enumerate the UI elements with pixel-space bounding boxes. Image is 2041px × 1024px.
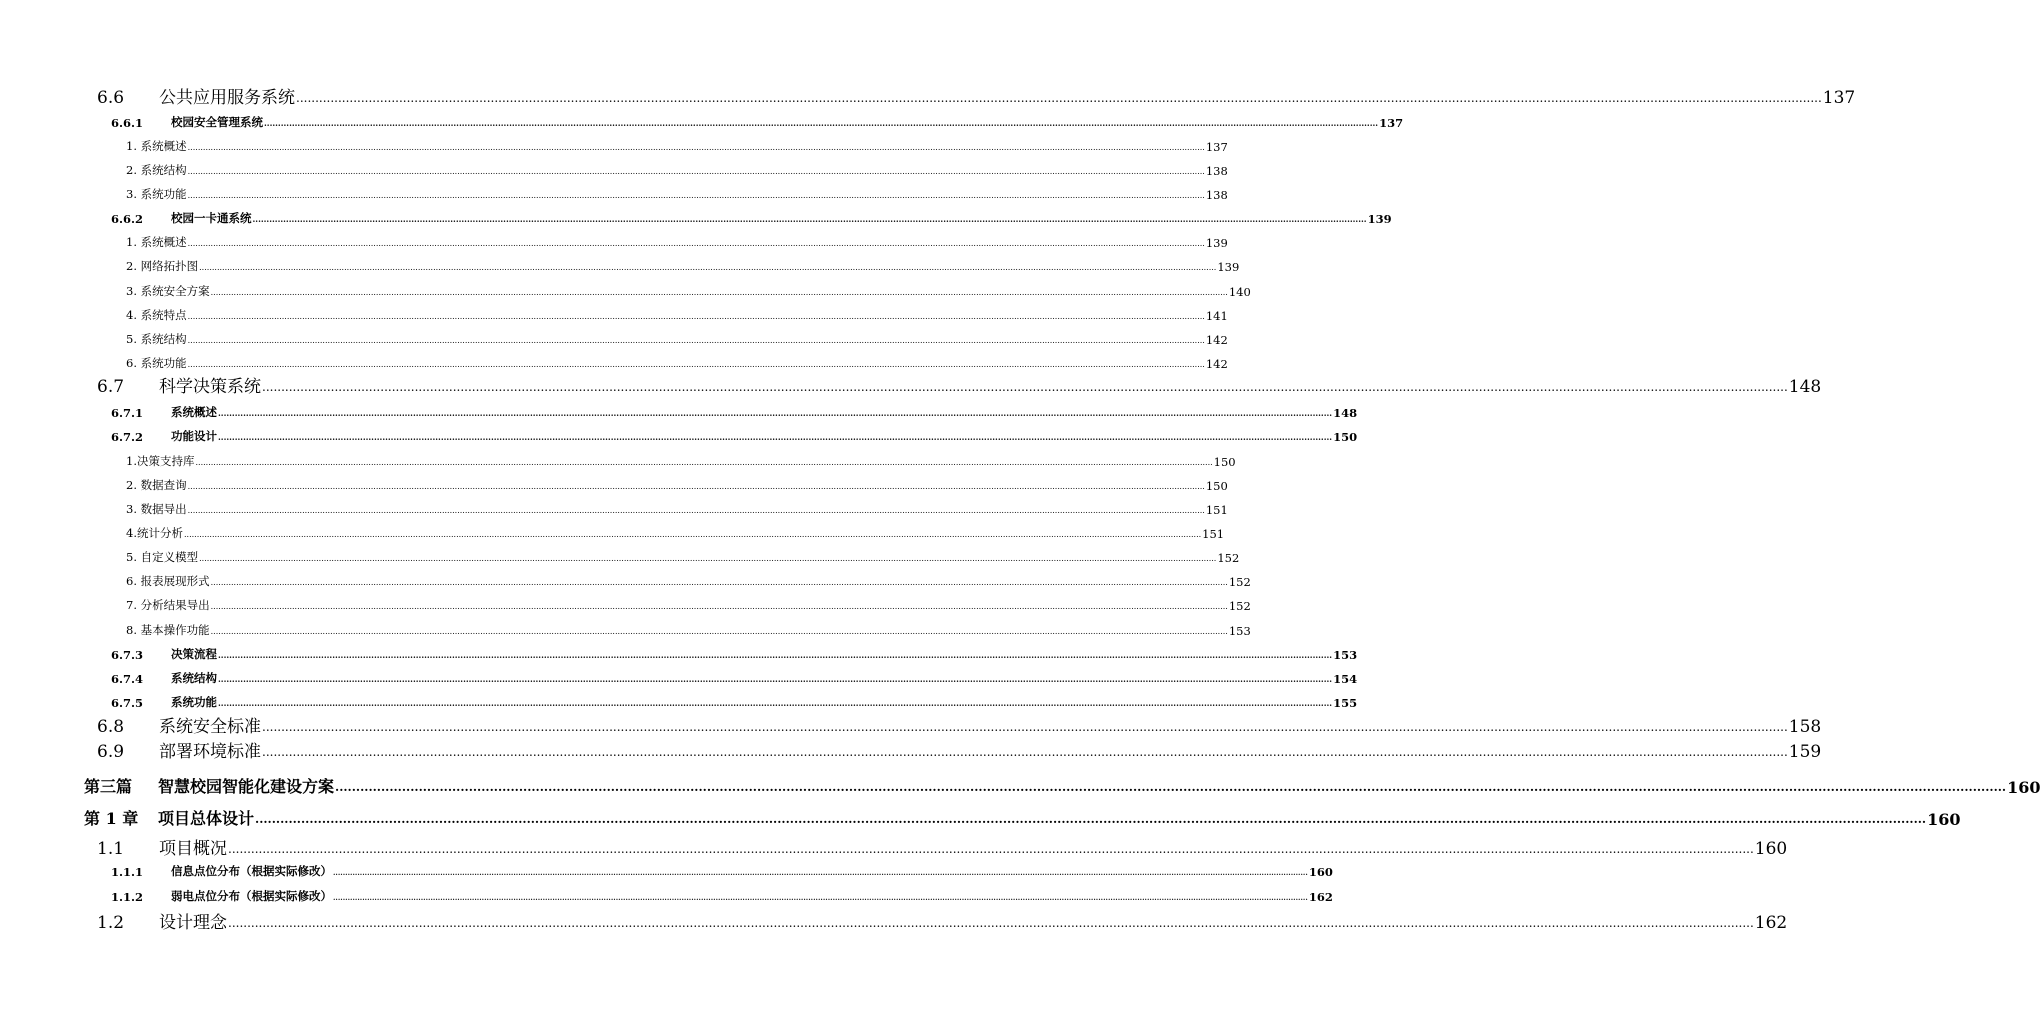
toc-entry-page: 162 [1308,890,1333,904]
dot-leader: ................................................................................................................................................................................................................................................................................................................................................................................................................ [228,842,1754,856]
dot-leader: ................................................................................................................................................................................................................................................................................................................................................................................................................ [183,530,1202,539]
dot-leader: ................................................................................................................................................................................................................................................................................................................................................................................................................ [262,720,1788,734]
dot-leader: ................................................................................................................................................................................................................................................................................................................................................................................................................ [218,408,1333,418]
toc-entry-page: 158 [1788,717,1822,737]
dot-leader: ................................................................................................................................................................................................................................................................................................................................................................................................................ [195,458,1213,467]
toc-entry-title: 3. 数据导出 [126,502,187,516]
dot-leader: ................................................................................................................................................................................................................................................................................................................................................................................................................ [218,674,1333,684]
toc-entry-page: 152 [1217,551,1240,565]
toc-entry-page: 139 [1367,212,1392,226]
toc-entry-number: 6.9 [97,742,125,762]
toc-entry-title: 6. 报表展现形式 [126,574,210,588]
toc-entry-page: 137 [1379,116,1404,130]
toc-entry[interactable] [126,307,1228,323]
toc-entry[interactable] [97,911,1788,933]
toc-entry-number: 6.6.1 [111,116,144,130]
toc-entry-title: 2. 网络拓扑图 [126,259,199,273]
dot-leader: ................................................................................................................................................................................................................................................................................................................................................................................................................ [199,554,1217,563]
dot-leader: ................................................................................................................................................................................................................................................................................................................................................................................................................ [262,380,1788,394]
toc-entry-title: 公共应用服务系统 [159,88,295,108]
toc-entry-page: 138 [1205,164,1228,178]
toc-entry[interactable] [111,428,1358,444]
toc-entry[interactable] [111,404,1358,420]
dot-leader: ................................................................................................................................................................................................................................................................................................................................................................................................................ [187,506,1205,515]
toc-entry-page: 139 [1205,236,1228,250]
dot-leader: ................................................................................................................................................................................................................................................................................................................................................................................................................ [210,627,1228,636]
toc-entry-title: 1.决策支持库 [126,454,195,468]
toc-entry-title: 项目概况 [159,839,227,859]
toc-entry-page: 155 [1333,696,1358,710]
toc-entry-title: 设计理念 [159,913,227,933]
toc-entry[interactable] [97,740,1822,762]
toc-entry-page: 153 [1333,648,1358,662]
toc-entry-page: 162 [1754,913,1788,933]
toc-entry-page: 150 [1213,455,1236,469]
dot-leader: ................................................................................................................................................................................................................................................................................................................................................................................................................ [333,868,1308,877]
toc-entry[interactable] [126,258,1240,274]
toc-entry[interactable] [126,597,1251,613]
toc-entry-page: 160 [1754,839,1788,859]
dot-leader: ................................................................................................................................................................................................................................................................................................................................................................................................................ [187,482,1205,491]
toc-entry-number: 6.7.1 [111,406,144,420]
toc-entry-title: 智慧校园智能化建设方案 [158,777,335,796]
toc-entry-title: 8. 基本操作功能 [126,623,210,637]
toc-entry-title: 3. 系统安全方案 [126,284,210,298]
toc-entry-title: 6. 系统功能 [126,356,187,370]
dot-leader: ................................................................................................................................................................................................................................................................................................................................................................................................................ [264,118,1379,128]
dot-leader: ................................................................................................................................................................................................................................................................................................................................................................................................................ [335,780,2007,794]
dot-leader: ................................................................................................................................................................................................................................................................................................................................................................................................................ [187,312,1205,321]
toc-entry-number: 1.1 [97,839,125,859]
toc-entry[interactable] [126,549,1240,565]
toc-entry[interactable] [111,863,1333,879]
toc-entry-number: 6.7.4 [111,672,144,686]
dot-leader: ................................................................................................................................................................................................................................................................................................................................................................................................................ [210,578,1228,587]
toc-entry[interactable] [111,210,1392,226]
toc-entry[interactable] [126,573,1251,589]
dot-leader: ................................................................................................................................................................................................................................................................................................................................................................................................................ [187,360,1205,369]
toc-entry[interactable] [97,837,1788,859]
toc-entry-title: 决策流程 [171,647,217,661]
dot-leader: ................................................................................................................................................................................................................................................................................................................................................................................................................ [252,214,1367,224]
toc-entry-title: 校园安全管理系统 [171,115,263,129]
toc-entry[interactable] [84,805,1961,829]
toc-entry-page: 137 [1205,140,1228,154]
toc-entry[interactable] [126,622,1251,638]
toc-entry-title: 功能设计 [171,429,217,443]
toc-entry[interactable] [84,773,2041,797]
toc-entry-title: 部署环境标准 [159,742,261,762]
toc-entry-page: 140 [1228,285,1251,299]
toc-entry[interactable] [126,453,1236,469]
dot-leader: ................................................................................................................................................................................................................................................................................................................................................................................................................ [187,191,1205,200]
toc-entry-page: 142 [1205,333,1228,347]
toc-entry-title: 科学决策系统 [159,377,261,397]
toc-entry-title: 5. 自定义模型 [126,550,199,564]
toc-entry-number: 6.7.2 [111,430,144,444]
toc-entry-page: 139 [1217,260,1240,274]
dot-leader: ................................................................................................................................................................................................................................................................................................................................................................................................................ [210,602,1228,611]
toc-entry-title: 4.统计分析 [126,526,183,540]
toc-entry[interactable] [111,888,1333,904]
toc-entry[interactable] [111,670,1358,686]
toc-entry[interactable] [126,186,1228,202]
toc-entry-title: 系统功能 [171,695,217,709]
dot-leader: ................................................................................................................................................................................................................................................................................................................................................................................................................ [218,650,1333,660]
toc-entry-page: 152 [1228,575,1251,589]
dot-leader: ................................................................................................................................................................................................................................................................................................................................................................................................................ [262,745,1788,759]
toc-entry-title: 系统安全标准 [159,717,261,737]
toc-entry-page: 141 [1205,309,1228,323]
toc-entry-page: 152 [1228,599,1251,613]
dot-leader: ................................................................................................................................................................................................................................................................................................................................................................................................................ [333,893,1308,902]
toc-entry[interactable] [126,162,1228,178]
toc-entry-title: 1. 系统概述 [126,235,187,249]
dot-leader: ................................................................................................................................................................................................................................................................................................................................................................................................................ [187,239,1205,248]
toc-entry-number: 6.6.2 [111,212,144,226]
dot-leader: ................................................................................................................................................................................................................................................................................................................................................................................................................ [255,812,1927,826]
toc-entry[interactable] [97,86,1856,108]
toc-entry-title: 弱电点位分布（根据实际修改） [171,889,332,903]
toc-entry-title: 1. 系统概述 [126,139,187,153]
toc-entry[interactable] [126,501,1228,517]
toc-entry[interactable] [126,477,1228,493]
toc-entry[interactable] [111,114,1404,130]
toc-entry-number: 6.8 [97,717,125,737]
toc-entry-title: 校园一卡通系统 [171,211,252,225]
toc-entry-title: 3. 系统功能 [126,187,187,201]
toc-entry[interactable] [126,234,1228,250]
toc-entry-page: 142 [1205,357,1228,371]
toc-entry-page: 138 [1205,188,1228,202]
toc-entry[interactable] [111,646,1358,662]
toc-entry-page: 150 [1205,479,1228,493]
toc-entry-title: 5. 系统结构 [126,332,187,346]
toc-entry-page: 148 [1788,377,1822,397]
toc-entry-title: 项目总体设计 [158,809,255,828]
toc-entry[interactable] [126,331,1228,347]
toc-entry-number: 第 1 章 [84,809,139,828]
toc-entry-title: 4. 系统特点 [126,308,187,322]
toc-entry-number: 6.6 [97,88,125,108]
toc-entry-page: 150 [1333,430,1358,444]
toc-entry-title: 7. 分析结果导出 [126,598,210,612]
dot-leader: ................................................................................................................................................................................................................................................................................................................................................................................................................ [187,143,1205,152]
toc-entry-page: 154 [1333,672,1358,686]
toc-entry-number: 6.7.5 [111,696,144,710]
toc-entry-title: 2. 数据查询 [126,478,187,492]
toc-entry-number: 1.2 [97,913,125,933]
dot-leader: ................................................................................................................................................................................................................................................................................................................................................................................................................ [210,288,1228,297]
toc-entry[interactable] [97,375,1822,397]
toc-entry-page: 160 [2007,778,2041,797]
dot-leader: ................................................................................................................................................................................................................................................................................................................................................................................................................ [218,432,1333,442]
toc-entry[interactable] [97,715,1822,737]
toc-entry-number: 第三篇 [84,777,133,796]
toc-entry-title: 信息点位分布（根据实际修改） [171,864,332,878]
toc-entry-page: 160 [1927,810,1961,829]
dot-leader: ................................................................................................................................................................................................................................................................................................................................................................................................................ [187,167,1205,176]
toc-entry-page: 153 [1228,624,1251,638]
dot-leader: ................................................................................................................................................................................................................................................................................................................................................................................................................ [187,336,1205,345]
toc-entry-number: 6.7 [97,377,125,397]
toc-entry-title: 2. 系统结构 [126,163,187,177]
dot-leader: ................................................................................................................................................................................................................................................................................................................................................................................................................ [199,263,1217,272]
toc-entry[interactable] [111,694,1358,710]
dot-leader: ................................................................................................................................................................................................................................................................................................................................................................................................................ [218,698,1333,708]
dot-leader: ................................................................................................................................................................................................................................................................................................................................................................................................................ [296,91,1822,105]
toc-entry-page: 137 [1822,88,1856,108]
toc-entry[interactable] [126,138,1228,154]
toc-entry[interactable] [126,283,1251,299]
toc-entry-number: 1.1.2 [111,890,144,904]
toc-entry-title: 系统概述 [171,405,217,419]
toc-entry-page: 151 [1202,527,1225,541]
toc-entry-title: 系统结构 [171,671,217,685]
toc-entry-number: 6.7.3 [111,648,144,662]
toc-entry-number: 1.1.1 [111,865,144,879]
toc-entry[interactable] [126,355,1228,371]
toc-entry-page: 148 [1333,406,1358,420]
toc-entry[interactable] [126,525,1225,541]
dot-leader: ................................................................................................................................................................................................................................................................................................................................................................................................................ [228,916,1754,930]
toc-entry-page: 160 [1308,865,1333,879]
toc-entry-page: 159 [1788,742,1822,762]
toc-entry-page: 151 [1205,503,1228,517]
